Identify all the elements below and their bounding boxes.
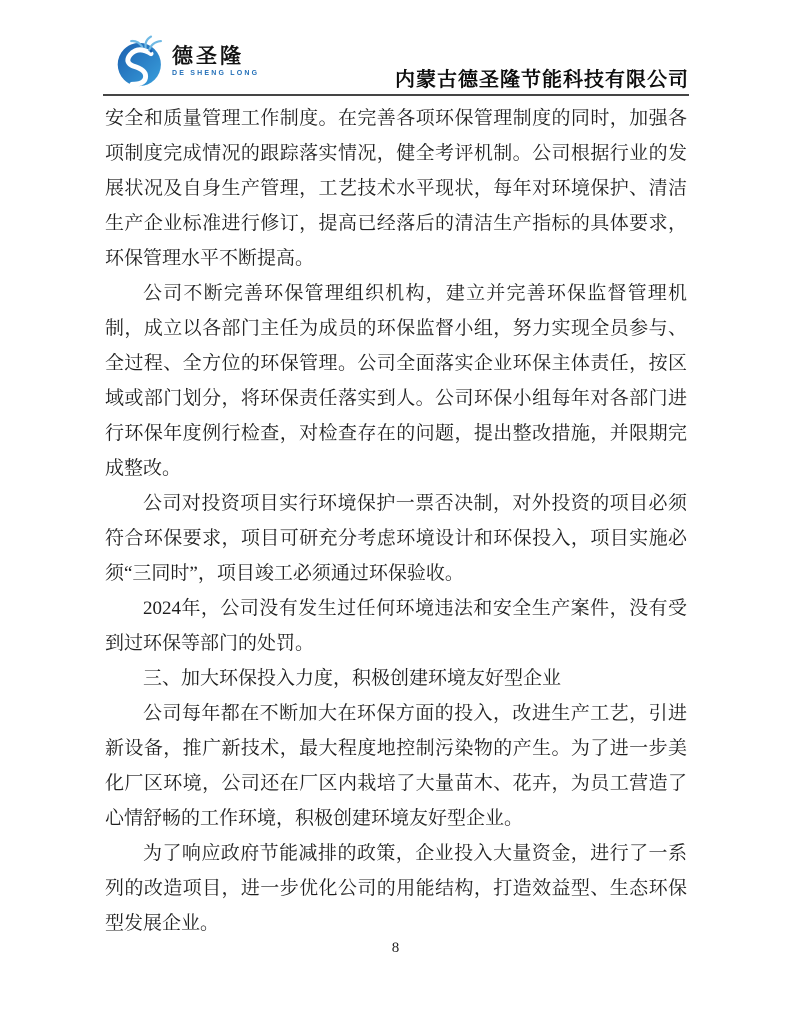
- paragraph: 为了响应政府节能减排的政策，企业投入大量资金，进行了一系列的改造项目，进一步优化公司的用能结构，打造效益型、生态环保型发展企业。: [105, 843, 687, 934]
- document-body: [105, 101, 687, 941]
- paragraph: 公司每年都在不断加大在环保方面的投入，改进生产工艺，引进新设备，推广新技术，最大程度地控制污染物的产生。为了进一步美化厂区环境，公司还在厂区内栽培了大量苗木、花卉，为员工营造了心情舒畅的工作环境，积极创建环境友好型企业。: [105, 703, 687, 829]
- paragraph: 2024年，公司没有发生过任何环境违法和安全生产案件，没有受到过环保等部门的处罚。: [105, 598, 687, 654]
- page-header: [103, 28, 689, 96]
- paragraph: 公司对投资项目实行环境保护一票否决制，对外投资的项目必须符合环保要求，项目可研充分考虑环境设计和环保投入，项目实施必须“三同时”，项目竣工必须通过环保验收。: [105, 493, 687, 584]
- paragraph: 三、加大环保投入力度，积极创建环境友好型企业: [143, 668, 562, 689]
- paragraph: 安全和质量管理工作制度。在完善各项环保管理制度的同时，加强各项制度完成情况的跟踪落实情况，健全考评机制。公司根据行业的发展状况及自身生产管理，工艺技术水平现状，每年对环境保护、清洁生产企业标准进行修订，提高已经落后的清洁生产指标的具体要求，环保管理水平不断提高。: [105, 108, 687, 269]
- logo-name-en: DE SHENG LONG: [172, 70, 260, 77]
- logo-name-cn: 德圣隆: [172, 45, 244, 68]
- dragon-s-logo-icon: [115, 32, 169, 88]
- company-name: 内蒙古德圣隆节能科技有限公司: [395, 69, 689, 91]
- logo-text: [172, 32, 259, 77]
- page-number: 8: [391, 940, 400, 956]
- company-logo: [115, 32, 259, 88]
- paragraph: 公司不断完善环保管理组织机构，建立并完善环保监督管理机制，成立以各部门主任为成员的环保监督小组，努力实现全员参与、全过程、全方位的环保管理。公司全面落实企业环保主体责任，按区域或部门划分，将环保责任落实到人。公司环保小组每年对各部门进行环保年度例行检查，对检查存在的问题，提出整改措施，并限期完成整改。: [105, 283, 687, 479]
